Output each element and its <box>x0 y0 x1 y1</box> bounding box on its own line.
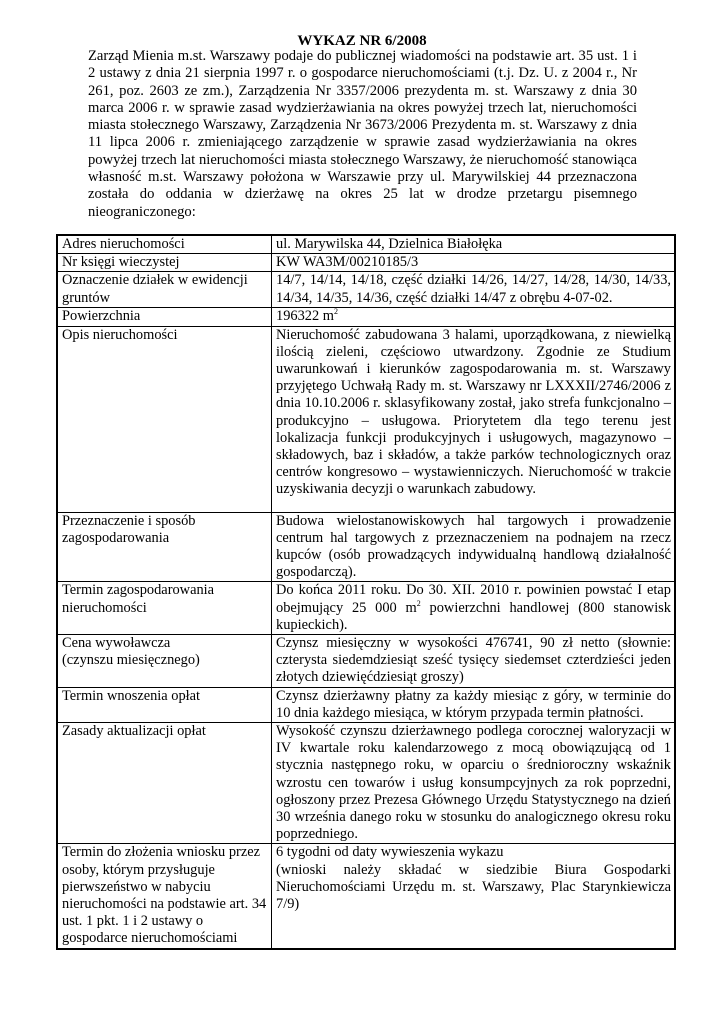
row-label: Przeznaczenie i sposób zagospodarowania <box>57 512 272 582</box>
table-row <box>57 844 675 949</box>
table-row <box>57 326 675 512</box>
area-unit-superscript: 2 <box>416 598 421 608</box>
row-value <box>272 308 676 326</box>
table-row <box>57 235 675 254</box>
row-value: KW WA3M/00210185/3 <box>272 254 676 272</box>
row-label: Termin zagospodarowania nieruchomości <box>57 582 272 635</box>
row-label-line: Cena wywoławcza <box>62 635 171 652</box>
row-label: Adres nieruchomości <box>57 235 272 254</box>
table-row <box>57 582 675 635</box>
row-value: Budowa wielostanowiskowych hal targowych i prowadzenie centrum hal targowych z przeznaczeniem na podnajem na rzecz kupców (osób prowadzących indywidualną handlową działalność gospodarczą). <box>272 512 676 582</box>
row-label: Nr księgi wieczystej <box>57 254 272 272</box>
row-label-line: (czynszu miesięcznego) <box>62 652 200 669</box>
row-value: Czynsz dzierżawny płatny za każdy miesiąc z góry, w terminie do 10 dnia każdego miesiąca, w którym przypada termin płatności. <box>272 687 676 722</box>
row-value: Wysokość czynszu dzierżawnego podlega corocznej waloryzacji w IV kwartale roku kalendarzowego z mocą obowiązującą od 1 stycznia następnego roku, w oparciu o średnioroczny wskaźnik wzrostu cen towarów i usług konsumpcyjnych za rok poprzedni, ogłoszony przez Prezesa Głównego Urzędu Statystycznego na dzień 30 września danego roku w stosunku do analogicznego okresu roku poprzedniego. <box>272 723 676 844</box>
row-value <box>272 582 676 635</box>
deadline-text: Do końca 2011 roku. Do 30. XII. 2010 r. powinien powstać I etap obejmujący 25 000 m <box>276 582 671 616</box>
property-table <box>56 234 676 950</box>
area-value: 196322 m <box>276 308 334 325</box>
area-unit-superscript: 2 <box>333 307 338 317</box>
row-value: Nieruchomość zabudowana 3 halami, uporządkowana, z niewielką ilością zieleni, częściowo utwardzony. Zgodnie ze Studium uwarunkowań i kierunków zagospodarowania m. st. Warszawy przyjętego Uchwałą Rady m. st. Warszawy nr LXXXII/2746/2006 z dnia 10.10.2006 r. sklasyfikowany został, jako strefa funkcjonalno – produkcyjno – usługowa. Priorytetem dla tego terenu jest lokalizacja funkcji produkcyjnych i usługowych, magazynowo – składowych, baz i składów, a także parków technologicznych oraz centrów kongresowo – wystawienniczych. Nieruchomość w trakcie uzyskiwania decyzji o warunkach zabudowy. <box>272 326 676 512</box>
row-label: Zasady aktualizacji opłat <box>57 723 272 844</box>
row-label: Termin do złożenia wniosku przez osoby, którym przysługuje pierwszeństwo w nabyciu nieruchomości na podstawie art. 34 ust. 1 pkt. 1 i 2 ustawy o gospodarce nieruchomościami <box>57 844 272 949</box>
row-label <box>57 635 272 688</box>
table-row <box>57 723 675 844</box>
row-value-line: 6 tygodni od daty wywieszenia wykazu <box>276 844 504 861</box>
row-label: Powierzchnia <box>57 308 272 326</box>
table-row <box>57 254 675 272</box>
table-row <box>57 272 675 308</box>
intro-paragraph: Zarząd Mienia m.st. Warszawy podaje do publicznej wiadomości na podstawie art. 35 ust. 1 i 2 ustawy z dnia 21 sierpnia 1997 r. o gospodarce nieruchomościami (t.j. Dz. U. z 2004 r., Nr 261, poz. 2603 ze zm.), Zarządzenia Nr 3357/2006 prezydenta m. st. Warszawy z dnia 30 marca 2006 r. w sprawie zasad wydzierżawiania na okres powyżej trzech lat, nieruchomości miasta stołecznego Warszawy, Zarządzenia Nr 3673/2006 Prezydenta m. st. Warszawy z dnia 11 lipca 2006 r. zmieniającego zarządzenie w sprawie zasad wydzierżawiania na okres powyżej trzech lat nieruchomości miasta stołecznego Warszawy, że nieruchomość stanowiąca własność m.st. Warszawy położona w Warszawie przy ul. Marywilskiej 44 przeznaczona została do oddania w dzierżawę na okres 25 lat w drodze przetargu pisemnego nieograniczonego: <box>88 48 637 220</box>
row-value <box>272 844 676 949</box>
row-value: Czynsz miesięczny w wysokości 476741, 90 zł netto (słownie: czterysta siedemdziesiąt sześć tysięcy siedemset czterdzieści jeden złotych dziewięćdziesiąt groszy) <box>272 635 676 688</box>
row-label: Oznaczenie działek w ewidencji gruntów <box>57 272 272 308</box>
table-row <box>57 687 675 722</box>
row-label: Termin wnoszenia opłat <box>57 687 272 722</box>
table-row <box>57 635 675 688</box>
deadline-text-end: powierzchni handlowej (800 stanowisk kupieckich). <box>276 599 671 633</box>
row-value-line: (wnioski należy składać w siedzibie Biura Gospodarki Nieruchomościami Urzędu m. st. Warszawy, Plac Starynkiewicza 7/9) <box>276 861 671 913</box>
table-row <box>57 308 675 326</box>
document-title: WYKAZ NR 6/2008 <box>297 33 427 49</box>
row-value: 14/7, 14/14, 14/18, część działki 14/26, 14/27, 14/28, 14/30, 14/33, 14/34, 14/35, 14/36, część działki 14/47 z obrębu 4-07-02. <box>272 272 676 308</box>
table-row <box>57 512 675 582</box>
row-value: ul. Marywilska 44, Dzielnica Białołęka <box>272 235 676 254</box>
row-label: Opis nieruchomości <box>57 326 272 512</box>
